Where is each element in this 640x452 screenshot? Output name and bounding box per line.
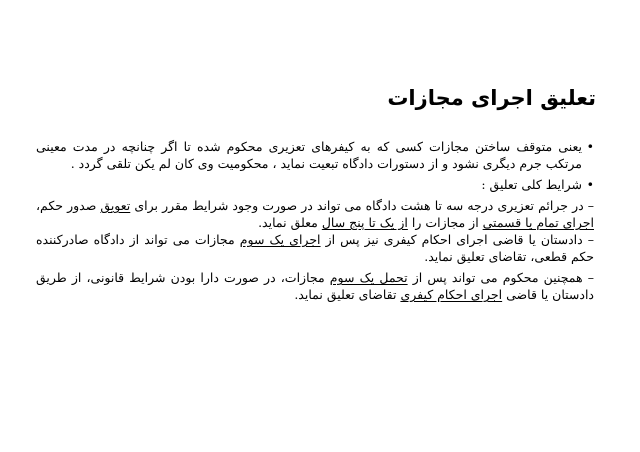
- text-run: مجازات، در صورت دارا بودن شرایط قانونی، از طریق دادستان یا قاضی: [36, 270, 594, 302]
- underlined-text: تعویق: [100, 198, 131, 213]
- bullet-definition: [36, 138, 594, 172]
- bullet-conditions: [36, 176, 594, 193]
- underlined-text: از یک تا پنج سال: [321, 215, 408, 230]
- paragraph-condition-3: [36, 269, 594, 303]
- underlined-text: اجرای احکام کیفری: [400, 287, 503, 302]
- text-run: – دادستان یا قاضی اجرای احکام کیفری نیز پس از: [320, 232, 595, 247]
- text-run: معلق نماید.: [258, 215, 322, 230]
- paragraph-condition-2: [36, 231, 594, 265]
- text-run: از مجازات را: [407, 215, 483, 230]
- slide-body: [36, 138, 594, 303]
- underlined-text: تحمل یک سوم: [329, 270, 408, 285]
- text-run: – در جرائم تعزیری درجه سه تا هشت دادگاه می تواند در صورت وجود شرایط مقرر برای: [130, 198, 595, 213]
- text-run: مجازات می تواند از دادگاه صادرکننده حکم قطعی، تقاضای تعلیق نماید.: [36, 232, 594, 264]
- slide-title: تعلیق اجرای مجازات: [387, 86, 596, 110]
- paragraph-condition-1: [36, 197, 594, 231]
- text-run: صدور حکم،: [36, 198, 101, 213]
- bullet-icon: •: [586, 139, 594, 154]
- text-run: تقاضای تعلیق نماید.: [294, 287, 401, 302]
- underlined-text: اجرای تمام یا قسمتی: [482, 215, 594, 230]
- underlined-text: اجرای یک سوم: [239, 232, 321, 247]
- bullet-icon: •: [586, 177, 594, 192]
- text-run: – همچنین محکوم می تواند پس از: [407, 270, 594, 285]
- bullet-text: یعنی متوقف ساختن مجازات کسی که به کیفرهای تعزیری محکوم شده تا اگر چنانچه در مدت معینی مرتکب جرم دیگری نشود و از دستورات دادگاه تبعیت نماید ، محکومیت وی کان لم یکن تلقی گردد .: [36, 139, 582, 171]
- bullet-text: شرایط کلی تعلیق :: [481, 177, 582, 192]
